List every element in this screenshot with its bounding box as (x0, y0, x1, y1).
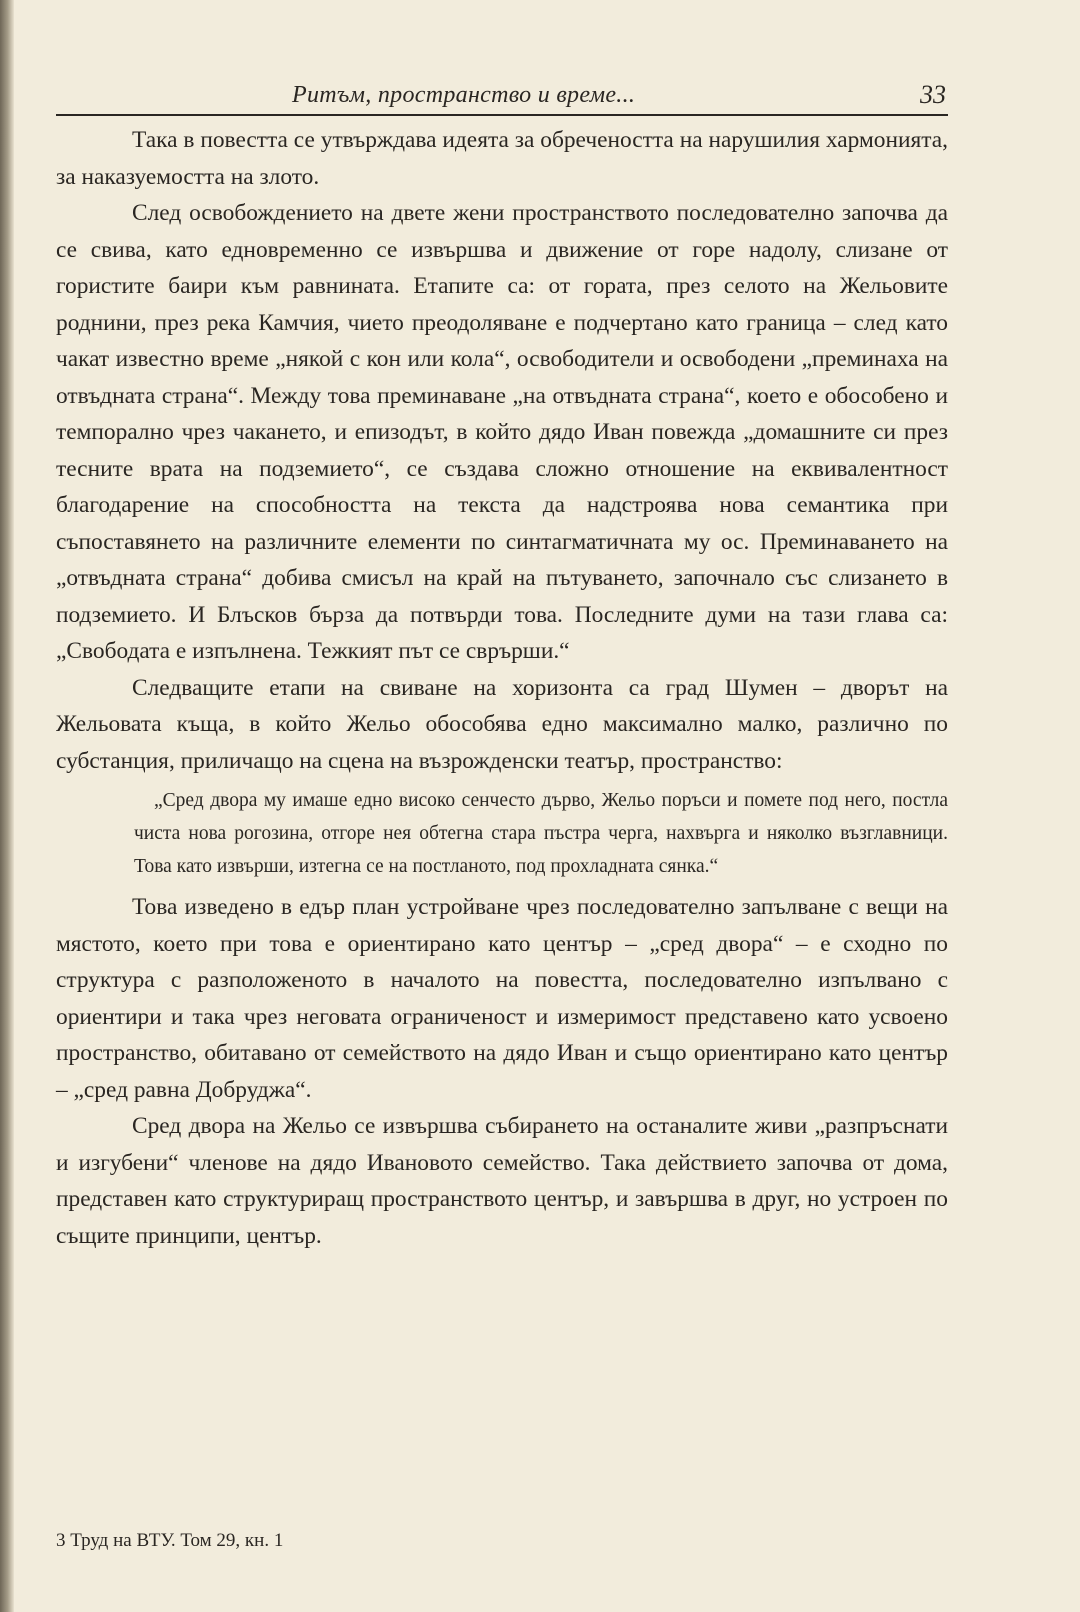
paragraph: Следващите етапи на свиване на хоризонта са град Шумен – дворът на Жельовата къща, в който Жельо обособява едно максимално малко, различно по субстанция, приличащо на сцена на възрожденски театър, пространство: (56, 674, 948, 774)
page-number: 33 (920, 80, 946, 109)
book-binding-shadow (0, 0, 14, 1612)
paragraph: След освобождението на двете жени пространството последователно започва да се свива, като едновременно се извършва и движение от горе надолу, слизане от гористите баири към равнината. Етапите са: от гората, през селото на Жельовите роднини, през река Камчия, чието преодоляване е подчертано като граница – след като чакат известно време „някой с кон или кола“, освободители и освободени „преминаха на отвъдната страна“. Между това преминаване „на отвъдната страна“, което е обособено и темпорално чрез чакането, и епизодът, в който дядо Иван повежда „домашните си през тесните врата на подземието“, се създава сложно отношение на еквивалентност благодарение на способността на текста да надстроява нова семантика при съпоставянето на различните елементи по синтагматичната му ос. Преминаването на „отвъдната страна“ добива смисъл на край на пътуването, започнало със слизането в подземието. И Блъсков бърза да потвърди това. Последните думи на тази глава са: „Свободата е изпълнена. Тежкият път се сврърши.“ (56, 200, 948, 664)
running-head (56, 78, 948, 116)
paragraph: Това изведено в едър план устройване чрез последователно запълване с вещи на мястото, което при това е ориентирано като център – „сред двора“ – е сходно по структура с разположеното в началото на повестта, последователно изпълвано с ориентири и така чрез неговата ограниченост и измеримост представено като усвоено пространство, обитавано от семейството на дядо Иван и също ориентирано като център – „сред равна Добруджа“. (56, 894, 948, 1103)
body-text (56, 122, 948, 1254)
paragraph: Така в повестта се утвърждава идеята за обречеността на нарушилия хармонията, за наказуемостта на злото. (56, 127, 948, 190)
signature-line: 3 Труд на ВТУ. Том 29, кн. 1 (56, 1530, 284, 1551)
running-title: Ритъм, пространство и време... (292, 82, 636, 108)
block-quote: „Сред двора му имаше едно високо сенчесто дърво, Жельо поръси и помете под него, постла чиста нова рогозина, отгоре нея обтегна стара пъстра черга, нахвърга и няколко възглавници. Това като извърши, изтегна се на постланото, под прохладната сянка.“ (134, 790, 948, 877)
book-page (56, 0, 1056, 1612)
paragraph: Сред двора на Жельо се извършва събирането на останалите живи „разпръснати и изгубени“ членове на дядо Ивановото семейство. Така действието започва от дома, представен като структуриращ пространството център, и завършва в друг, но устроен по същите принципи, център. (56, 1113, 948, 1249)
